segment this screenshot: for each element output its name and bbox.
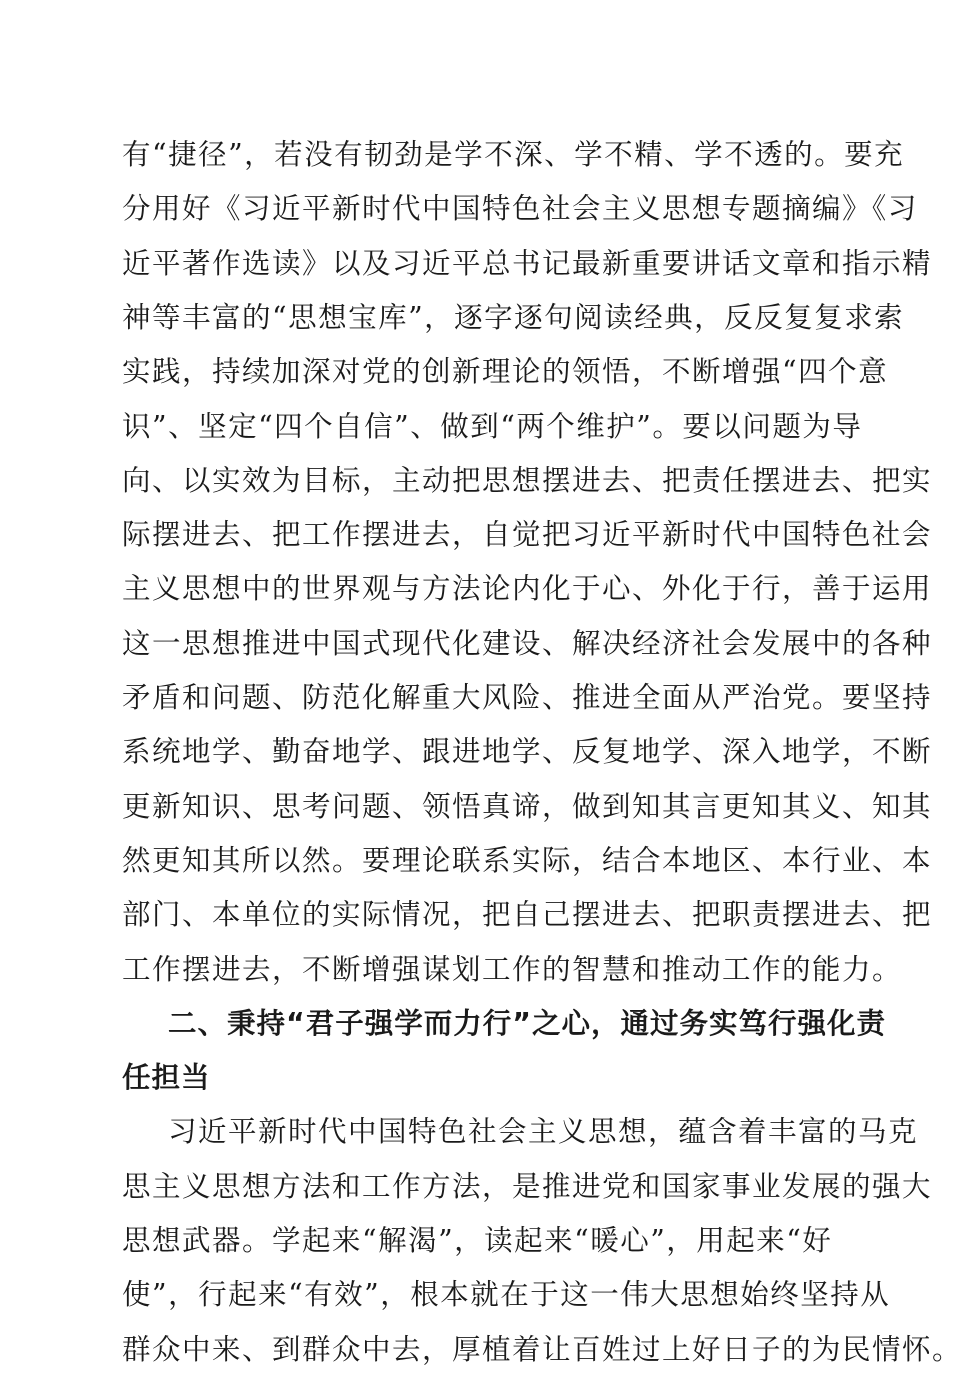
body-text-line: 更新知识、思考问题、领悟真谛，做到知其言更知其义、知其 [122, 789, 933, 823]
body-text-line: 思想武器。学起来“解渴”，读起来“暖心”，用起来“好 [122, 1224, 833, 1257]
body-text-line: 有“捷径”，若没有韧劲是学不深、学不精、学不透的。要充 [122, 138, 905, 171]
body-text-line: 近平著作选读》以及习近平总书记最新重要讲话文章和指示精 [122, 246, 933, 280]
body-text-line: 思主义思想方法和工作方法，是推进党和国家事业发展的强大 [122, 1169, 933, 1203]
body-text-line: 然更知其所以然。要理论联系实际，结合本地区、本行业、本 [122, 843, 933, 877]
body-text-line: 系统地学、勤奋地学、跟进地学、反复地学、深入地学，不断 [122, 735, 933, 769]
body-text-line: 矛盾和问题、防范化解重大风险、推进全面从严治党。要坚持 [122, 681, 933, 714]
body-text-line: 分用好《习近平新时代中国特色社会主义思想专题摘编》《习 [122, 192, 918, 226]
body-text-line: 主义思想中的世界观与方法论内化于心、外化于行，善于运用 [122, 572, 933, 606]
section-heading-line: 任担当 [122, 1061, 211, 1095]
body-text-line: 习近平新时代中国特色社会主义思想，蕴含着丰富的马克 [168, 1115, 919, 1149]
body-text-line: 实践，持续加深对党的创新理论的领悟，不断增强“四个意 [122, 355, 889, 389]
body-text-line: 部门、本单位的实际情况，把自己摆进去、把职责摆进去、把 [122, 898, 933, 932]
body-text-line: 这一思想推进中国式现代化建设、解决经济社会发展中的各种 [122, 626, 933, 660]
body-text-line: 向、以实效为目标，主动把思想摆进去、把责任摆进去、把实 [122, 463, 933, 497]
body-text-line: 使”，行起来“有效”，根本就在于这一伟大思想始终坚持从 [122, 1278, 891, 1312]
body-text-line: 神等丰富的“思想宝库”，逐字逐句阅读经典，反反复复求索 [122, 300, 905, 334]
body-text-line: 工作摆进去，不断增强谋划工作的智慧和推动工作的能力。 [122, 952, 903, 986]
body-text-line: 际摆进去、把工作摆进去，自觉把习近平新时代中国特色社会 [122, 518, 933, 552]
body-text-line: 识”、坚定“四个自信”、做到“两个维护”。要以问题为导 [122, 409, 863, 443]
section-heading-line: 二、秉持“君子强学而力行”之心，通过务实笃行强化责 [168, 1006, 886, 1040]
body-text-line: 群众中来、到群众中去，厚植着让百姓过上好日子的为民情怀。 [122, 1332, 962, 1366]
